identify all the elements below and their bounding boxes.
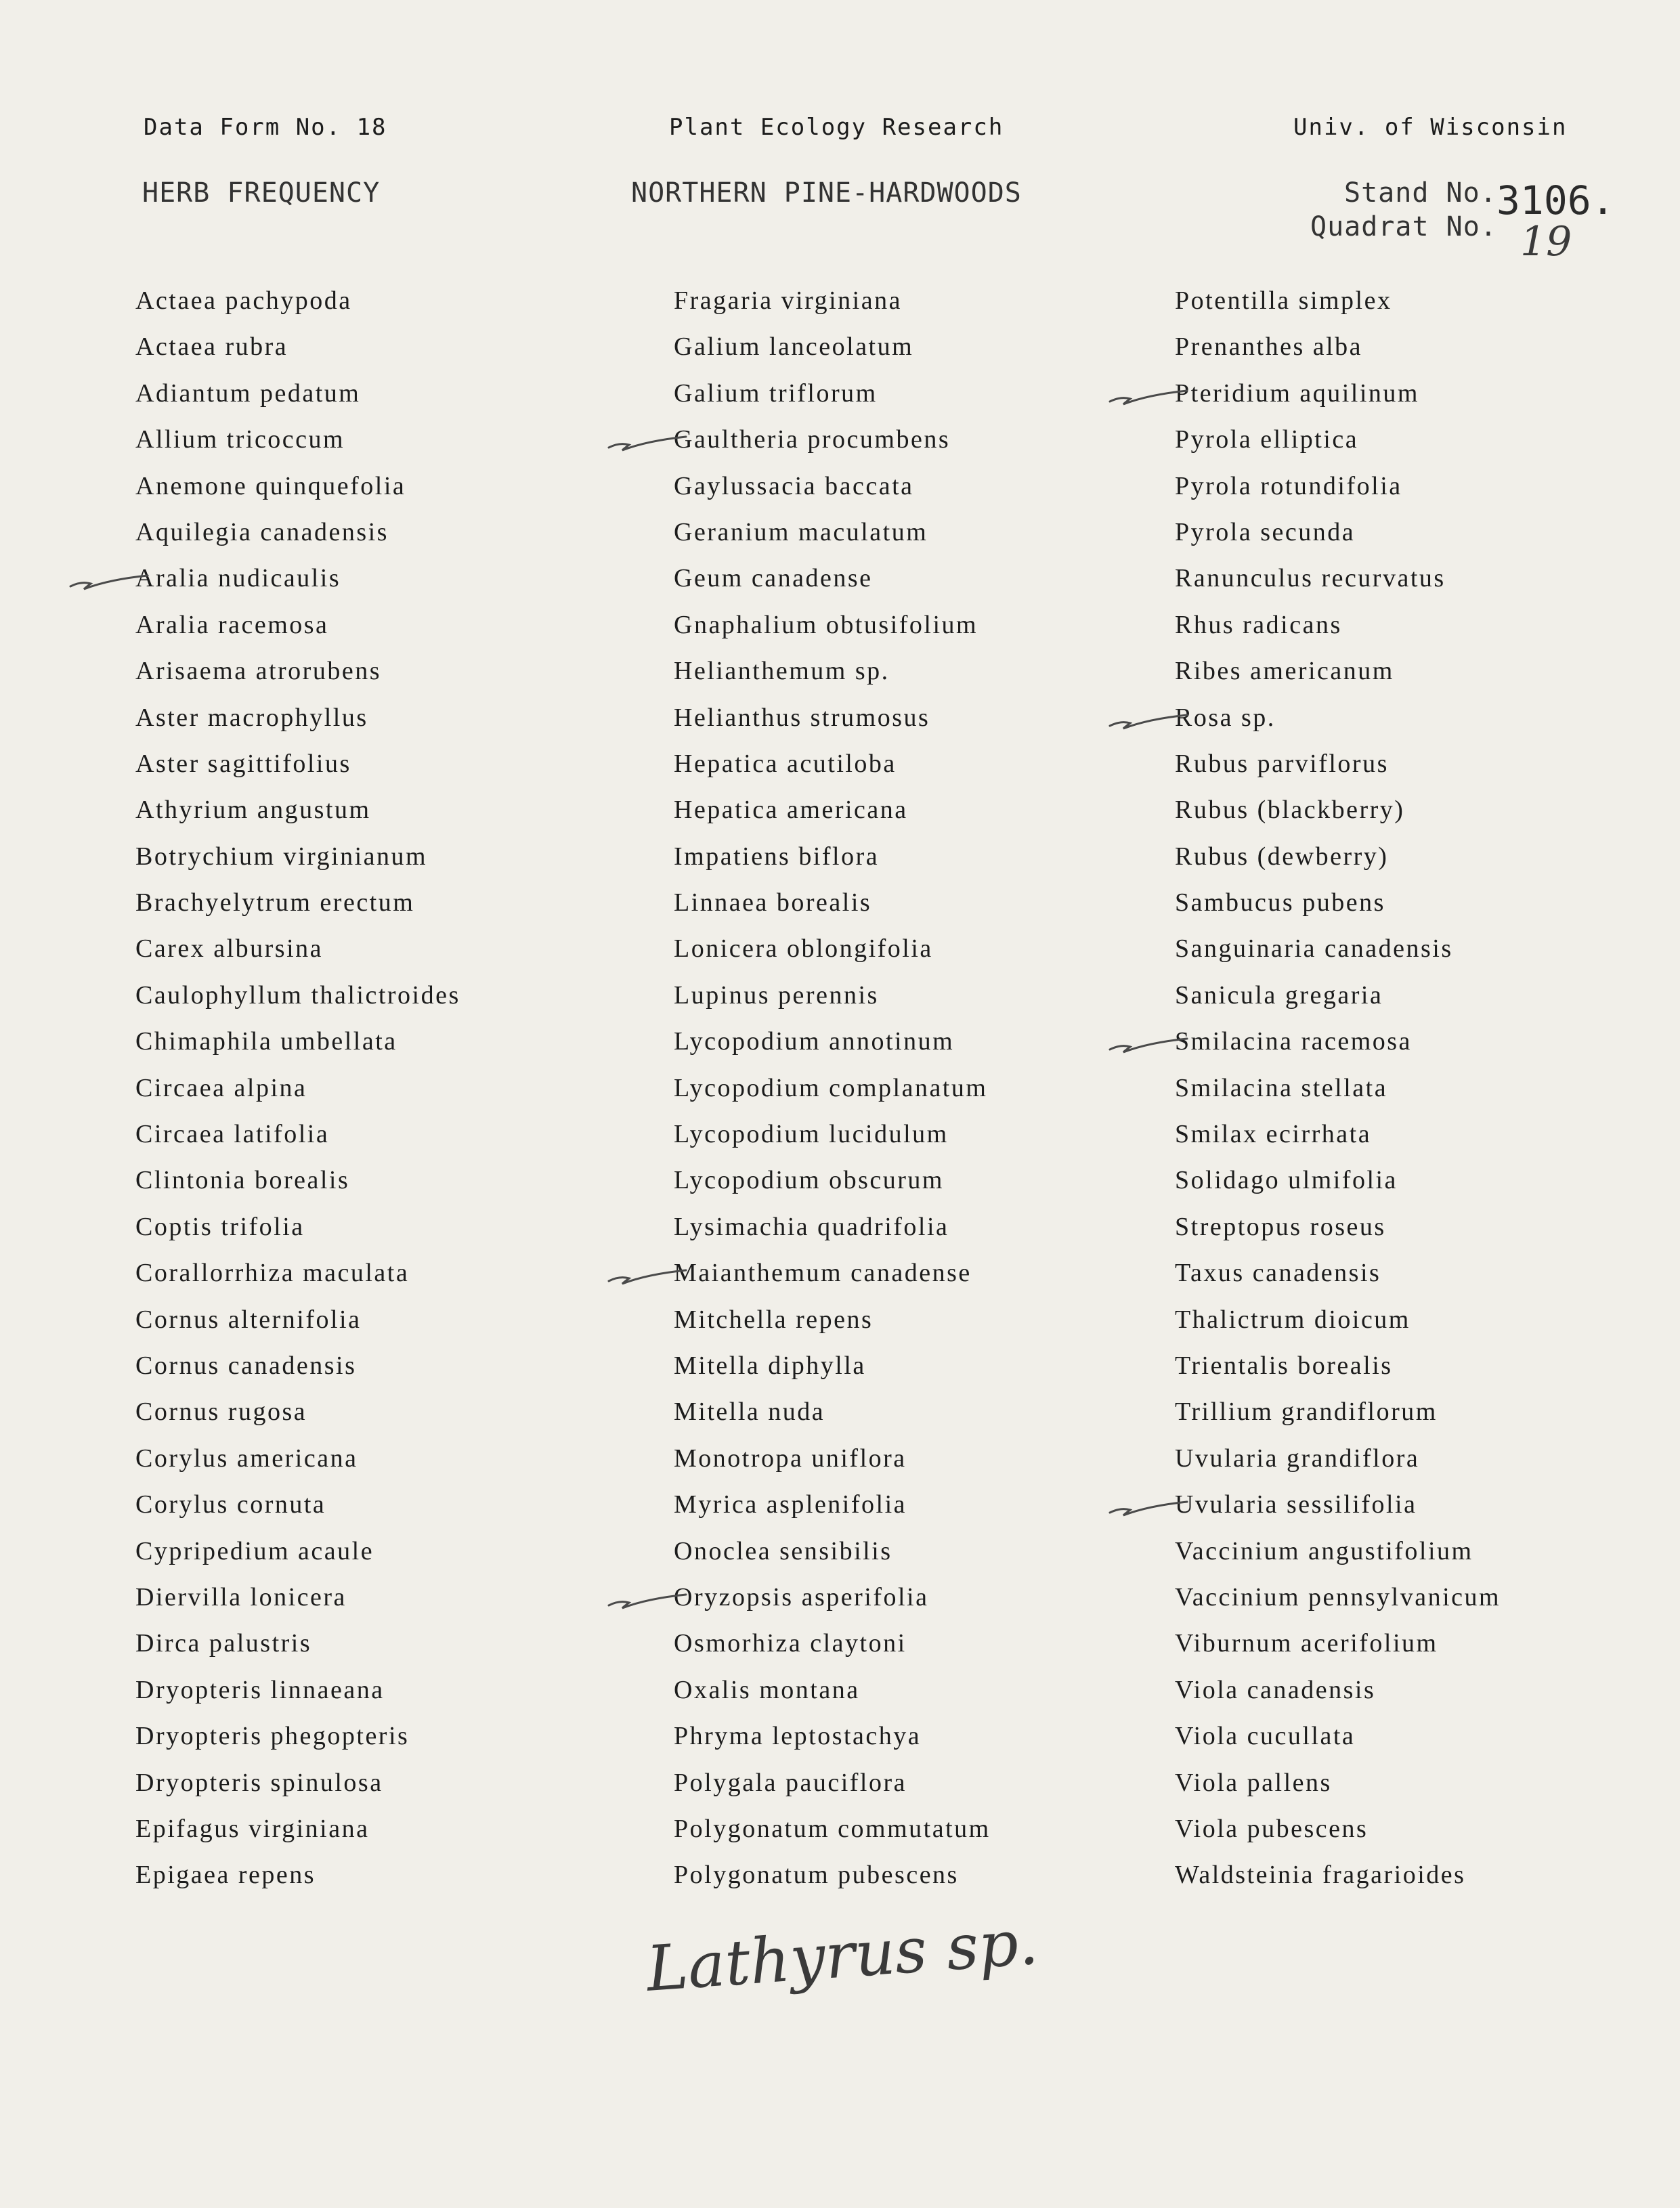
species-name: Chimaphila umbellata <box>135 1027 397 1056</box>
species-item <box>674 602 991 648</box>
species-name: Osmorhiza claytoni <box>674 1629 907 1658</box>
species-name: Pteridium aquilinum <box>1175 378 1419 408</box>
species-name: Fragaria virginiana <box>674 286 902 315</box>
species-item <box>674 834 991 880</box>
species-name: Rubus (blackberry) <box>1175 796 1405 825</box>
species-item <box>1175 741 1501 787</box>
species-name: Rubus (dewberry) <box>1175 842 1389 871</box>
species-item <box>1175 1389 1501 1435</box>
species-name: Allium tricoccum <box>135 425 345 454</box>
species-item <box>674 1111 991 1157</box>
species-name: Dryopteris phegopteris <box>135 1722 410 1751</box>
species-name: Vaccinium angustifolium <box>1175 1536 1473 1565</box>
species-item <box>674 324 991 370</box>
species-name: Helianthemum sp. <box>674 657 890 686</box>
species-name: Dryopteris linnaeana <box>135 1675 385 1704</box>
species-item <box>674 1528 991 1574</box>
species-item <box>674 555 991 601</box>
species-item <box>1175 278 1501 324</box>
species-item <box>1175 1667 1501 1713</box>
species-name: Smilax ecirrhata <box>1175 1120 1372 1149</box>
species-name: Botrychium virginianum <box>135 842 428 871</box>
species-item <box>1175 1297 1501 1343</box>
species-item <box>135 880 460 926</box>
species-name: Coptis trifolia <box>135 1212 305 1241</box>
species-item <box>1175 972 1501 1018</box>
species-item <box>1175 324 1501 370</box>
species-item <box>135 834 460 880</box>
check-mark-icon <box>1107 1490 1188 1519</box>
species-item <box>135 1343 460 1389</box>
species-name: Helianthus strumosus <box>674 703 930 732</box>
species-item <box>1175 370 1501 416</box>
species-name: Lupinus perennis <box>674 980 879 1010</box>
species-item <box>674 1065 991 1111</box>
species-item <box>135 370 460 416</box>
species-item <box>1175 509 1501 555</box>
species-name: Smilacina stellata <box>1175 1073 1388 1102</box>
species-name: Mitella diphylla <box>674 1351 866 1380</box>
species-item <box>674 926 991 972</box>
species-item <box>674 370 991 416</box>
species-name: Geum canadense <box>674 564 873 593</box>
species-item <box>674 278 991 324</box>
species-item <box>674 972 991 1018</box>
species-item <box>1175 416 1501 462</box>
species-name: Lysimachia quadrifolia <box>674 1212 949 1241</box>
species-name: Gaylussacia baccata <box>674 471 914 500</box>
quadrat-label: Quadrat No. <box>1310 211 1497 242</box>
species-name: Geranium maculatum <box>674 517 928 546</box>
species-item <box>1175 1574 1501 1620</box>
species-name: Cornus alternifolia <box>135 1305 362 1334</box>
species-item <box>135 926 460 972</box>
species-item <box>135 278 460 324</box>
species-item <box>674 648 991 694</box>
species-name: Diervilla lonicera <box>135 1582 347 1611</box>
check-mark-icon <box>1107 378 1188 408</box>
species-name: Lycopodium complanatum <box>674 1073 988 1102</box>
species-name: Caulophyllum thalictroides <box>135 980 460 1010</box>
species-name: Carex albursina <box>135 934 324 964</box>
species-name: Aquilegia canadensis <box>135 517 389 546</box>
species-item <box>135 972 460 1018</box>
species-item <box>135 1204 460 1250</box>
species-name: Corallorrhiza maculata <box>135 1259 410 1288</box>
species-item <box>1175 1760 1501 1806</box>
species-name: Circaea alpina <box>135 1073 307 1102</box>
university-name: Univ. of Wisconsin <box>1293 114 1568 141</box>
species-name: Athyrium angustum <box>135 796 371 825</box>
species-item <box>674 741 991 787</box>
species-item <box>1175 1065 1501 1111</box>
species-name: Viola pallens <box>1175 1768 1332 1797</box>
species-item <box>1175 1620 1501 1666</box>
species-name: Myrica asplenifolia <box>674 1490 907 1519</box>
species-item <box>1175 926 1501 972</box>
species-name: Lycopodium lucidulum <box>674 1120 949 1149</box>
species-item <box>1175 1157 1501 1203</box>
species-name: Viola cucullata <box>1175 1722 1356 1751</box>
species-item <box>135 1620 460 1666</box>
species-item <box>674 1760 991 1806</box>
species-item <box>135 695 460 741</box>
species-item <box>135 1760 460 1806</box>
species-name: Cypripedium acaule <box>135 1536 374 1565</box>
form-number: Data Form No. 18 <box>144 114 387 141</box>
species-name: Sanicula gregaria <box>1175 980 1383 1010</box>
species-item <box>1175 1204 1501 1250</box>
species-item <box>135 1852 460 1898</box>
species-name: Rosa sp. <box>1175 703 1276 732</box>
species-name: Aster macrophyllus <box>135 703 368 732</box>
species-item <box>135 1528 460 1574</box>
species-name: Impatiens biflora <box>674 842 880 871</box>
species-column-3 <box>1175 278 1501 1899</box>
species-item <box>674 509 991 555</box>
species-item <box>1175 1250 1501 1296</box>
species-name: Polygonatum pubescens <box>674 1861 959 1890</box>
species-name: Cornus rugosa <box>135 1398 307 1427</box>
species-name: Thalictrum dioicum <box>1175 1305 1410 1334</box>
check-mark-icon <box>1107 703 1188 733</box>
species-name: Aralia nudicaulis <box>135 564 341 593</box>
species-name: Galium lanceolatum <box>674 332 914 362</box>
species-name: Aster sagittifolius <box>135 749 351 778</box>
species-item <box>135 1806 460 1852</box>
species-name: Oryzopsis asperifolia <box>674 1582 929 1611</box>
species-item <box>674 1297 991 1343</box>
species-name: Aralia racemosa <box>135 610 329 639</box>
species-item <box>674 1713 991 1759</box>
species-name: Arisaema atrorubens <box>135 657 381 686</box>
species-name: Polygala pauciflora <box>674 1768 907 1797</box>
species-name: Monotropa uniflora <box>674 1444 907 1473</box>
species-name: Corylus americana <box>135 1444 358 1473</box>
species-name: Dryopteris spinulosa <box>135 1768 383 1797</box>
species-name: Corylus cornuta <box>135 1490 326 1519</box>
species-name: Trillium grandiflorum <box>1175 1398 1438 1427</box>
species-name: Viola pubescens <box>1175 1814 1369 1843</box>
species-name: Trientalis borealis <box>1175 1351 1393 1380</box>
species-name: Gaultheria procumbens <box>674 425 951 454</box>
species-name: Epifagus virginiana <box>135 1814 370 1843</box>
species-name: Vaccinium pennsylvanicum <box>1175 1582 1501 1611</box>
species-item <box>1175 695 1501 741</box>
species-name: Lonicera oblongifolia <box>674 934 933 964</box>
species-name: Taxus canadensis <box>1175 1259 1381 1288</box>
species-name: Actaea pachypoda <box>135 286 352 315</box>
species-item <box>674 1481 991 1528</box>
form-type-title: HERB FREQUENCY <box>142 177 381 209</box>
species-item <box>1175 834 1501 880</box>
species-name: Potentilla simplex <box>1175 286 1392 315</box>
species-item <box>674 695 991 741</box>
species-item <box>674 1343 991 1389</box>
species-name: Sambucus pubens <box>1175 888 1385 917</box>
species-item <box>1175 1435 1501 1481</box>
species-name: Epigaea repens <box>135 1861 316 1890</box>
species-name: Phryma leptostachya <box>674 1722 922 1751</box>
species-name: Lycopodium annotinum <box>674 1027 955 1056</box>
species-item <box>674 1620 991 1666</box>
species-item <box>1175 1018 1501 1064</box>
species-item <box>1175 602 1501 648</box>
species-name: Oxalis montana <box>674 1675 860 1704</box>
stand-label: Stand No. <box>1344 177 1497 209</box>
species-item <box>135 509 460 555</box>
species-item <box>135 324 460 370</box>
quadrat-number-value: 19 <box>1520 218 1572 265</box>
species-item <box>1175 1806 1501 1852</box>
species-name: Prenanthes alba <box>1175 332 1363 362</box>
species-item <box>135 741 460 787</box>
species-name: Mitella nuda <box>674 1398 825 1427</box>
species-name: Smilacina racemosa <box>1175 1027 1412 1056</box>
species-name: Onoclea sensibilis <box>674 1536 892 1565</box>
check-mark-icon <box>68 563 149 593</box>
species-item <box>135 787 460 833</box>
species-name: Ribes americanum <box>1175 657 1394 686</box>
check-mark-icon <box>606 425 687 454</box>
species-item <box>1175 1713 1501 1759</box>
species-name: Sanguinaria canadensis <box>1175 934 1453 964</box>
species-name: Uvularia sessilifolia <box>1175 1490 1417 1519</box>
species-item <box>1175 1852 1501 1898</box>
species-name: Streptopus roseus <box>1175 1212 1386 1241</box>
species-item <box>135 463 460 509</box>
species-column-2 <box>674 278 991 1899</box>
species-item <box>135 602 460 648</box>
species-item <box>135 1481 460 1528</box>
check-mark-icon <box>606 1582 687 1612</box>
species-name: Cornus canadensis <box>135 1351 357 1380</box>
species-name: Galium triflorum <box>674 378 878 408</box>
species-item <box>674 1250 991 1296</box>
species-item <box>1175 1343 1501 1389</box>
species-item <box>135 1157 460 1203</box>
species-name: Viola canadensis <box>1175 1675 1376 1704</box>
community-title: NORTHERN PINE-HARDWOODS <box>631 177 1022 209</box>
species-item <box>1175 1111 1501 1157</box>
species-item <box>674 1574 991 1620</box>
species-item <box>135 1435 460 1481</box>
species-name: Viburnum acerifolium <box>1175 1629 1438 1658</box>
species-item <box>674 416 991 462</box>
handwritten-species-addition: Lathyrus sp. <box>644 1905 1041 2006</box>
species-name: Brachyelytrum erectum <box>135 888 415 917</box>
species-item <box>674 1157 991 1203</box>
species-item <box>135 1389 460 1435</box>
species-item <box>135 416 460 462</box>
species-name: Polygonatum commutatum <box>674 1814 991 1843</box>
species-item <box>1175 787 1501 833</box>
species-name: Pyrola elliptica <box>1175 425 1359 454</box>
species-name: Ranunculus recurvatus <box>1175 564 1446 593</box>
species-item <box>674 1852 991 1898</box>
species-name: Circaea latifolia <box>135 1120 330 1149</box>
species-name: Lycopodium obscurum <box>674 1166 944 1195</box>
species-name: Dirca palustris <box>135 1629 312 1658</box>
species-name: Clintonia borealis <box>135 1166 350 1195</box>
species-name: Waldsteinia fragarioides <box>1175 1861 1466 1890</box>
species-item <box>674 463 991 509</box>
species-item <box>674 1806 991 1852</box>
species-item <box>1175 463 1501 509</box>
stand-number-value: 3106. <box>1496 177 1615 223</box>
species-item <box>1175 1481 1501 1528</box>
species-item <box>135 1018 460 1064</box>
species-item <box>1175 555 1501 601</box>
species-item <box>674 1018 991 1064</box>
species-name: Gnaphalium obtusifolium <box>674 610 978 639</box>
species-name: Pyrola rotundifolia <box>1175 471 1402 500</box>
species-item <box>135 1574 460 1620</box>
species-name: Mitchella repens <box>674 1305 874 1334</box>
organization-name: Plant Ecology Research <box>669 114 1004 141</box>
species-name: Actaea rubra <box>135 332 288 362</box>
species-item <box>674 1204 991 1250</box>
species-name: Anemone quinquefolia <box>135 471 406 500</box>
check-mark-icon <box>1107 1026 1188 1056</box>
species-item <box>674 1667 991 1713</box>
species-item <box>674 787 991 833</box>
species-name: Solidago ulmifolia <box>1175 1166 1398 1195</box>
species-column-1 <box>135 278 460 1899</box>
species-name: Linnaea borealis <box>674 888 872 917</box>
species-name: Hepatica acutiloba <box>674 749 897 778</box>
species-item <box>1175 1528 1501 1574</box>
species-item <box>135 648 460 694</box>
species-item <box>135 1250 460 1296</box>
species-name: Rhus radicans <box>1175 610 1342 639</box>
species-item <box>135 1297 460 1343</box>
species-item <box>674 1435 991 1481</box>
species-name: Maianthemum canadense <box>674 1259 972 1288</box>
species-item <box>135 1667 460 1713</box>
species-item <box>674 880 991 926</box>
species-item <box>135 1065 460 1111</box>
species-item <box>1175 648 1501 694</box>
species-item <box>674 1389 991 1435</box>
species-item <box>135 1111 460 1157</box>
species-name: Rubus parviflorus <box>1175 749 1389 778</box>
species-item <box>135 555 460 601</box>
check-mark-icon <box>606 1258 687 1288</box>
species-name: Hepatica americana <box>674 796 908 825</box>
species-name: Adiantum pedatum <box>135 378 361 408</box>
species-name: Uvularia grandiflora <box>1175 1444 1420 1473</box>
species-item <box>1175 880 1501 926</box>
species-name: Pyrola secunda <box>1175 517 1356 546</box>
species-item <box>135 1713 460 1759</box>
